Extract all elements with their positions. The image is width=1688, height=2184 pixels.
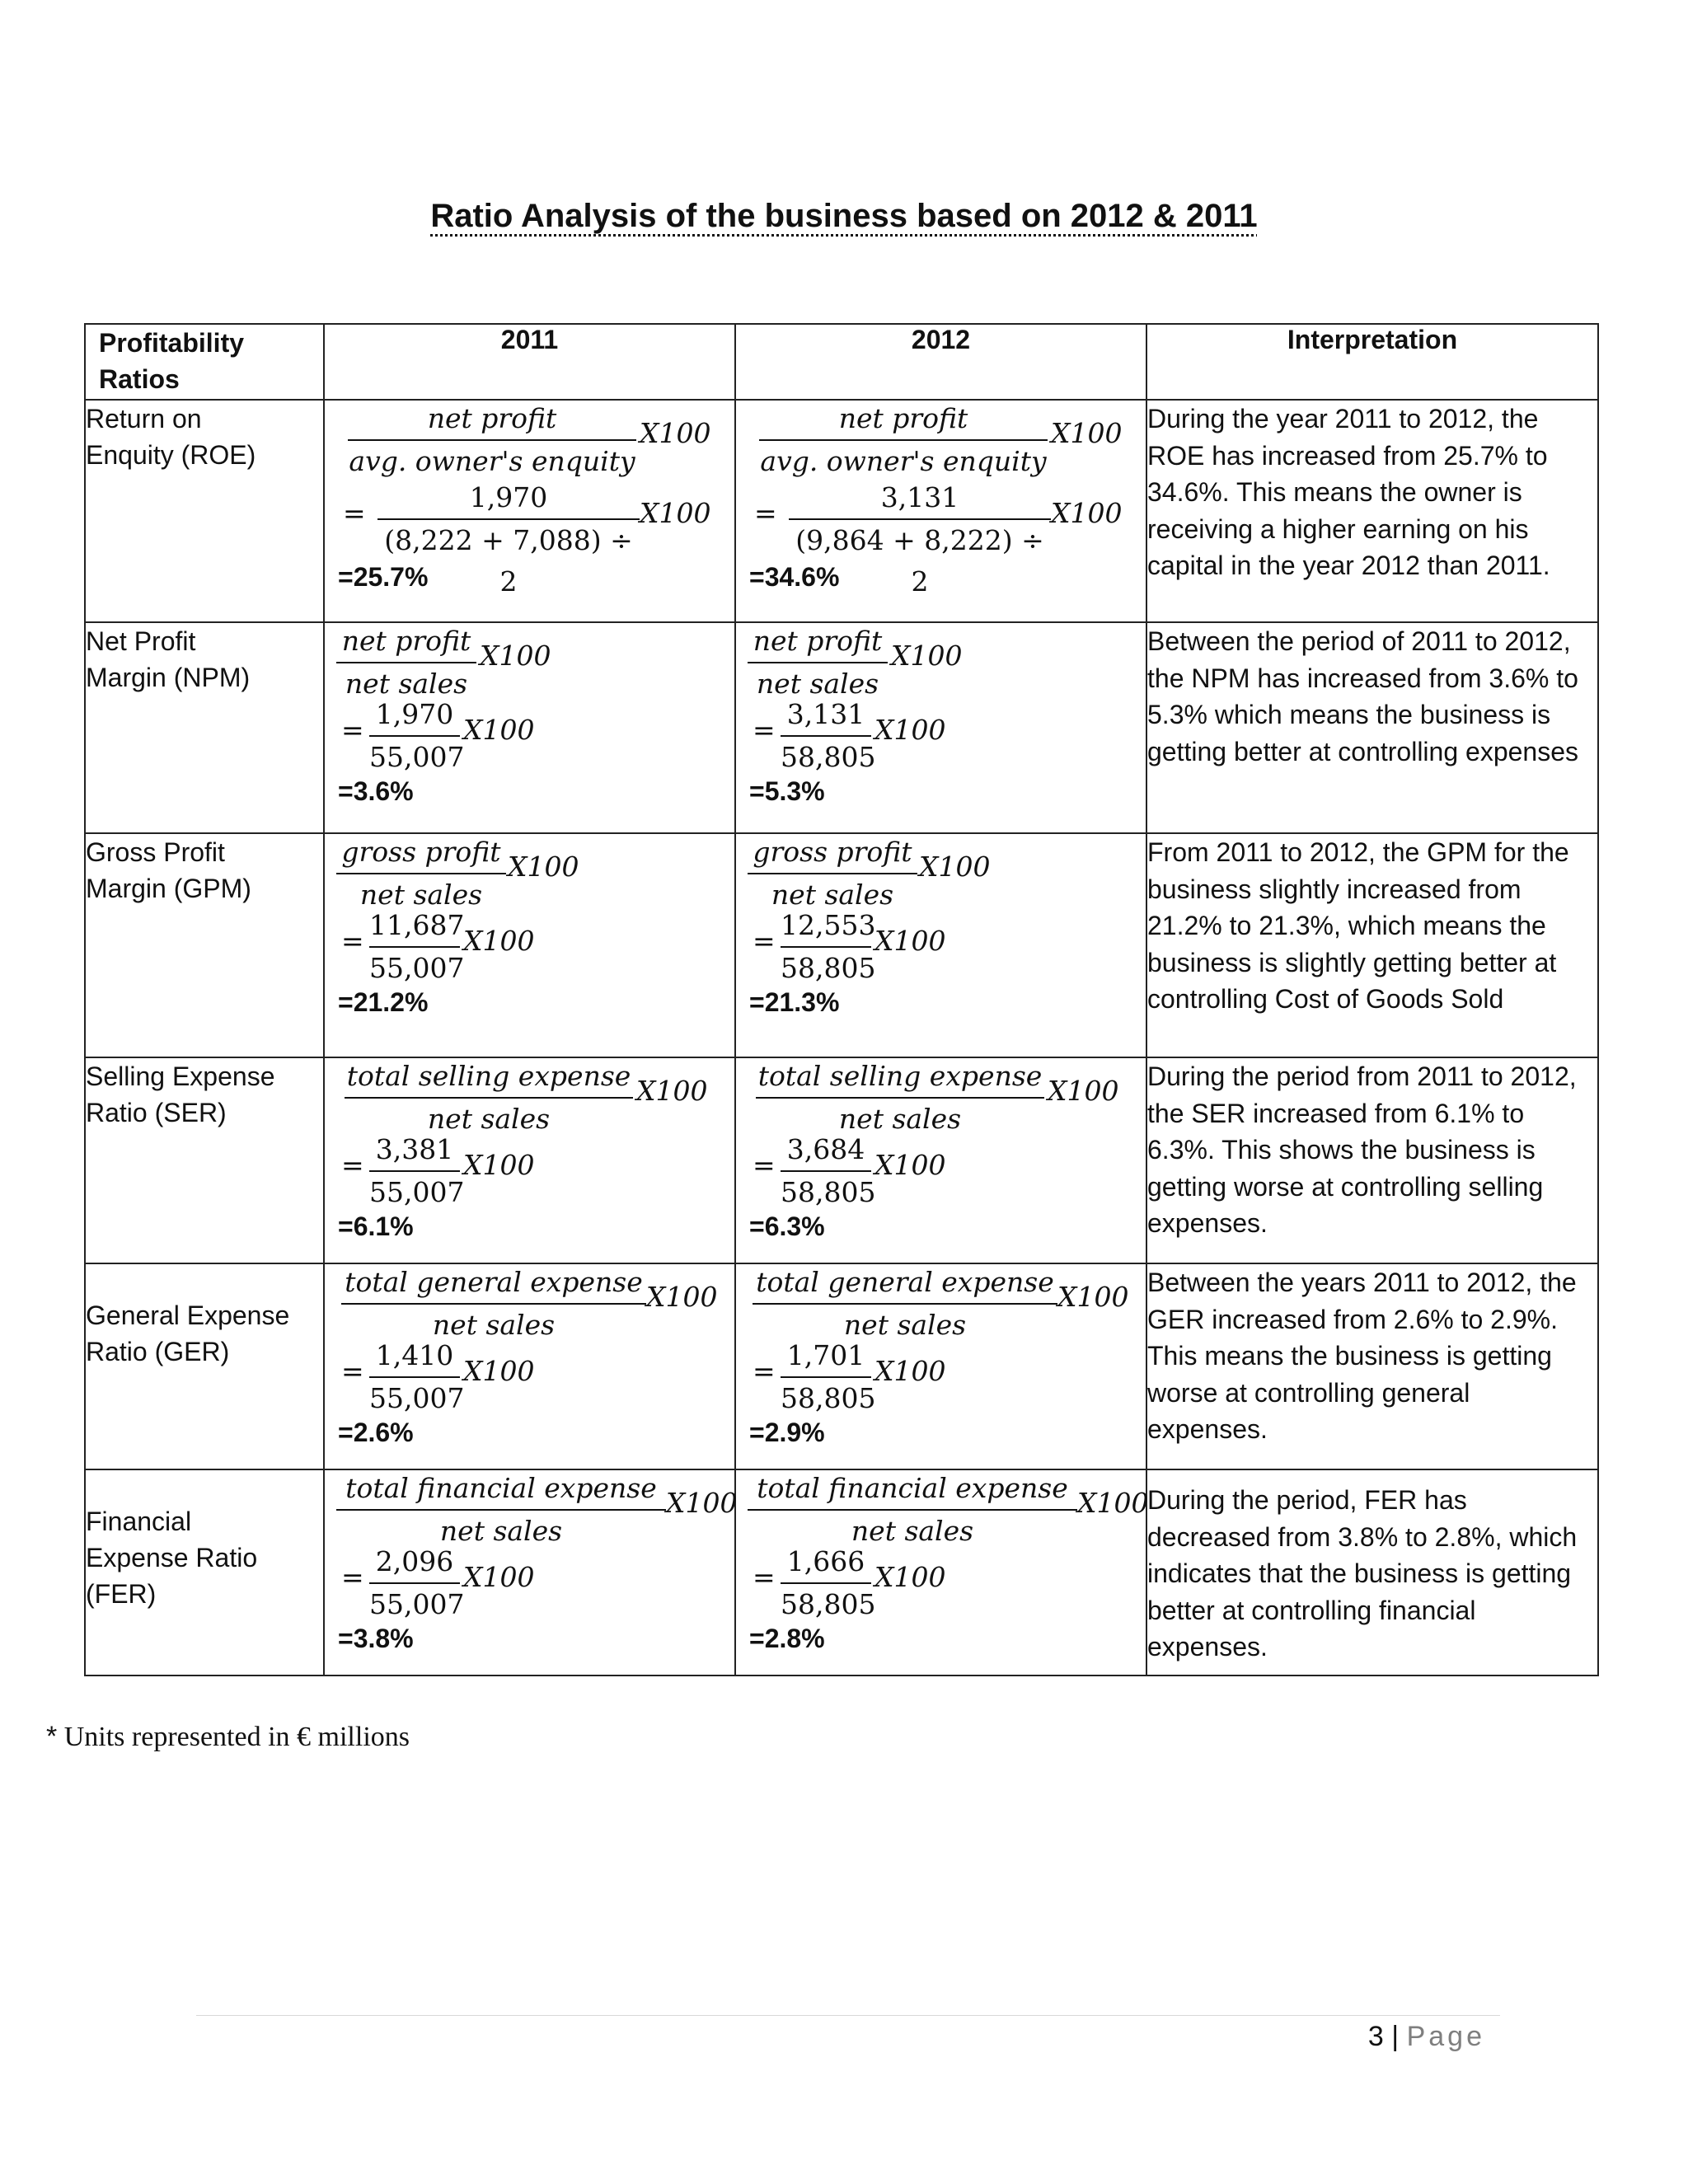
page-title <box>0 198 1688 235</box>
formula-numerator: total financial expense <box>345 1472 657 1504</box>
calc-denominator: 55,007 <box>369 1582 460 1625</box>
ratio-name-line2: Ratio (GER) <box>86 1337 230 1366</box>
multiplier: X100 <box>1051 497 1123 529</box>
cell-2012 <box>735 1469 1149 1675</box>
calc-numerator: 1,410 <box>375 1339 454 1371</box>
ratio-name-line1: General Expense <box>86 1301 290 1330</box>
result-value: =21.3% <box>749 987 840 1017</box>
result-value: =25.7% <box>338 562 429 592</box>
result-value: =34.6% <box>749 562 840 592</box>
calc-denominator: 55,007 <box>369 1376 460 1419</box>
ratio-name-line1: Selling Expense <box>86 1062 275 1091</box>
cell-2012 <box>735 1263 1146 1469</box>
multiplier: X100 <box>480 640 551 672</box>
calc-fraction <box>369 1335 465 1419</box>
formula-fraction <box>345 1056 633 1140</box>
formula-numerator: total selling expense <box>346 1060 631 1092</box>
multiplier: X100 <box>463 925 535 957</box>
ratio-name <box>85 1057 324 1263</box>
cell-2011 <box>324 1469 738 1675</box>
multiplier: X100 <box>1057 1281 1129 1313</box>
calc-numerator: 1,666 <box>786 1545 865 1577</box>
formula-fraction <box>748 621 888 705</box>
ratio-name-line2: Margin (GPM) <box>86 874 251 903</box>
formula-denominator: net sales <box>341 1303 646 1346</box>
cell-2012 <box>735 833 1146 1057</box>
calc-denominator: 58,805 <box>781 1376 871 1419</box>
cell-2012 <box>735 622 1146 833</box>
formula-numerator: total general expense <box>345 1266 643 1298</box>
formula-fraction <box>748 832 917 916</box>
interpretation-text: During the period, FER has decreased from 3.8% to 2.8%, which indicates that the business is getting better at controlling financial expenses. <box>1146 1469 1598 1675</box>
multiplier: X100 <box>1051 417 1123 449</box>
multiplier: X100 <box>919 851 991 883</box>
calc-fraction <box>781 1129 876 1213</box>
result-value: =2.6% <box>338 1418 414 1447</box>
footer-divider <box>196 2015 1500 2016</box>
multiplier: X100 <box>463 1149 535 1181</box>
calc-denominator: (9,864 + 8,222) ÷ 2 <box>789 518 1051 602</box>
page-separator: | <box>1391 2021 1400 2052</box>
result-value: =21.2% <box>338 987 429 1017</box>
cell-2011 <box>324 622 735 833</box>
calc-denominator: (8,222 + 7,088) ÷ 2 <box>377 518 640 602</box>
ratio-name-line2: Enquity (ROE) <box>86 440 256 470</box>
equals-sign: = <box>341 1561 364 1593</box>
equals-sign: = <box>341 714 364 746</box>
multiplier: X100 <box>463 1355 535 1387</box>
equals-sign: = <box>753 1149 776 1181</box>
equals-sign: = <box>343 497 366 529</box>
result-value: =2.8% <box>749 1624 825 1653</box>
multiplier: X100 <box>463 714 535 746</box>
calc-fraction <box>781 905 876 989</box>
table-row-fer <box>85 1469 1598 1675</box>
multiplier: X100 <box>874 1561 946 1593</box>
calc-numerator: 3,684 <box>786 1133 865 1165</box>
calc-denominator: 55,007 <box>369 946 460 989</box>
multiplier: X100 <box>874 1149 946 1181</box>
cell-2011 <box>324 1263 735 1469</box>
equals-sign: = <box>753 1561 776 1593</box>
multiplier: X100 <box>1077 1487 1149 1519</box>
multiplier: X100 <box>508 851 579 883</box>
ratio-name-line1: Financial <box>86 1507 192 1536</box>
calc-fraction <box>369 905 465 989</box>
formula-fraction <box>753 1262 1057 1346</box>
ratio-name-line1: Return on <box>86 404 202 434</box>
multiplier: X100 <box>640 417 711 449</box>
ratio-name-line3: (FER) <box>86 1579 157 1609</box>
calc-fraction <box>369 694 465 778</box>
formula-fraction <box>341 1262 646 1346</box>
formula-fraction <box>759 398 1048 482</box>
calc-numerator: 12,553 <box>781 909 876 941</box>
multiplier: X100 <box>666 1487 738 1519</box>
multiplier: X100 <box>640 497 711 529</box>
header-interpretation: Interpretation <box>1146 324 1598 400</box>
page-title-text: Ratio Analysis of the business based on 2012 & 2011 <box>430 198 1258 234</box>
table-row-roe <box>85 400 1598 622</box>
table-row-gpm <box>85 833 1598 1057</box>
calc-numerator: 2,096 <box>375 1545 454 1577</box>
multiplier: X100 <box>636 1075 708 1107</box>
calc-denominator: 58,805 <box>781 1170 871 1213</box>
table-row-ser <box>85 1057 1598 1263</box>
header-2012: 2012 <box>735 324 1146 400</box>
cell-2011 <box>324 833 735 1057</box>
calc-numerator: 1,970 <box>469 481 548 513</box>
formula-denominator: net sales <box>753 1303 1057 1346</box>
interpretation-text: During the year 2011 to 2012, the ROE has increased from 25.7% to 34.6%. This means the owner is receiving a higher earning on his capital in the year 2012 than 2011. <box>1146 400 1598 622</box>
formula-fraction <box>336 1468 666 1552</box>
page-label: Page <box>1406 2021 1485 2052</box>
ratio-name <box>85 1263 324 1469</box>
multiplier: X100 <box>891 640 963 672</box>
calc-numerator: 3,131 <box>880 481 959 513</box>
formula-denominator: avg. owner's enquity <box>759 439 1048 482</box>
ratio-name <box>85 622 324 833</box>
calc-numerator: 1,701 <box>786 1339 865 1371</box>
calc-denominator: 55,007 <box>369 735 460 778</box>
formula-denominator: avg. owner's enquity <box>348 439 636 482</box>
formula-fraction <box>348 398 636 482</box>
formula-numerator: total financial expense <box>757 1472 1068 1504</box>
calc-fraction <box>369 1129 465 1213</box>
formula-denominator: net sales <box>756 1097 1044 1140</box>
multiplier: X100 <box>874 1355 946 1387</box>
equals-sign: = <box>341 1149 364 1181</box>
calc-fraction <box>369 1541 465 1625</box>
header-col1-line1: Profitability <box>99 328 245 358</box>
formula-denominator: net sales <box>748 662 888 705</box>
formula-numerator: net profit <box>341 625 471 657</box>
equals-sign: = <box>753 1355 776 1387</box>
interpretation-text: During the period from 2011 to 2012, the SER increased from 6.1% to 6.3%. This shows the business is getting worse at controlling selling expenses. <box>1146 1057 1598 1263</box>
result-value: =6.3% <box>749 1212 825 1241</box>
page-number <box>1368 2021 1485 2053</box>
formula-denominator: net sales <box>336 873 506 916</box>
multiplier: X100 <box>646 1281 718 1313</box>
formula-fraction <box>336 832 506 916</box>
calc-fraction <box>781 1335 876 1419</box>
ratio-name-line1: Gross Profit <box>86 837 225 867</box>
formula-denominator: net sales <box>345 1097 633 1140</box>
formula-numerator: gross profit <box>341 836 501 868</box>
calc-fraction <box>781 694 876 778</box>
table-row-ger <box>85 1263 1598 1469</box>
cell-2012 <box>735 400 1146 622</box>
ratio-name <box>85 400 324 622</box>
equals-sign: = <box>753 714 776 746</box>
formula-fraction <box>748 1468 1077 1552</box>
units-footnote <box>46 1721 410 1753</box>
formula-denominator: net sales <box>748 873 917 916</box>
result-value: =3.8% <box>338 1624 414 1653</box>
interpretation-text: Between the period of 2011 to 2012, the NPM has increased from 3.6% to 5.3% which means the business is getting better at controlling expenses <box>1146 622 1598 833</box>
formula-numerator: gross profit <box>753 836 912 868</box>
multiplier: X100 <box>874 714 946 746</box>
formula-fraction <box>336 621 476 705</box>
formula-numerator: net profit <box>753 625 883 657</box>
multiplier: X100 <box>874 925 946 957</box>
header-2011: 2011 <box>324 324 735 400</box>
ratio-name-line2: Margin (NPM) <box>86 663 251 692</box>
calc-denominator: 58,805 <box>781 735 871 778</box>
formula-numerator: net profit <box>838 402 968 434</box>
calc-numerator: 3,131 <box>786 698 865 730</box>
formula-denominator: net sales <box>748 1509 1077 1552</box>
table-header-row <box>85 324 1598 400</box>
footnote-text: Units represented in € millions <box>63 1722 410 1752</box>
equals-sign: = <box>753 925 776 957</box>
result-value: =3.6% <box>338 776 414 806</box>
formula-denominator: net sales <box>336 662 476 705</box>
calc-denominator: 58,805 <box>781 946 871 989</box>
calc-fraction <box>781 1541 876 1625</box>
ratio-name-line2: Ratio (SER) <box>86 1098 227 1127</box>
ratio-name-line2: Expense Ratio <box>86 1543 258 1572</box>
equals-sign: = <box>754 497 777 529</box>
calc-numerator: 1,970 <box>375 698 454 730</box>
result-value: =6.1% <box>338 1212 414 1241</box>
formula-numerator: total general expense <box>756 1266 1054 1298</box>
footnote-asterisk: * <box>46 1721 58 1752</box>
header-col1-line2: Ratios <box>99 364 180 394</box>
interpretation-text: From 2011 to 2012, the GPM for the business slightly increased from 21.2% to 21.3%, which means the business is slightly getting better at controlling Cost of Goods Sold <box>1146 833 1598 1057</box>
cell-2012 <box>735 1057 1146 1263</box>
ratio-table <box>84 323 1599 1676</box>
multiplier: X100 <box>1048 1075 1119 1107</box>
formula-numerator: total selling expense <box>757 1060 1043 1092</box>
equals-sign: = <box>341 1355 364 1387</box>
formula-denominator: net sales <box>336 1509 666 1552</box>
calc-denominator: 55,007 <box>369 1170 460 1213</box>
cell-2011 <box>324 1057 735 1263</box>
result-value: =5.3% <box>749 776 825 806</box>
multiplier: X100 <box>463 1561 535 1593</box>
calc-numerator: 11,687 <box>369 909 465 941</box>
formula-numerator: net profit <box>427 402 557 434</box>
cell-2011 <box>324 400 735 622</box>
ratio-name <box>85 1469 324 1675</box>
ratio-name-line1: Net Profit <box>86 626 196 656</box>
table-row-npm <box>85 622 1598 833</box>
calc-numerator: 3,381 <box>375 1133 454 1165</box>
equals-sign: = <box>341 925 364 957</box>
interpretation-text: Between the years 2011 to 2012, the GER increased from 2.6% to 2.9%. This means the business is getting worse at controlling general expenses. <box>1146 1263 1598 1469</box>
calc-denominator: 58,805 <box>781 1582 871 1625</box>
ratio-name <box>85 833 324 1057</box>
page-number-value: 3 <box>1367 2021 1384 2052</box>
header-profitability-ratios <box>85 324 324 400</box>
result-value: =2.9% <box>749 1418 825 1447</box>
formula-fraction <box>756 1056 1044 1140</box>
